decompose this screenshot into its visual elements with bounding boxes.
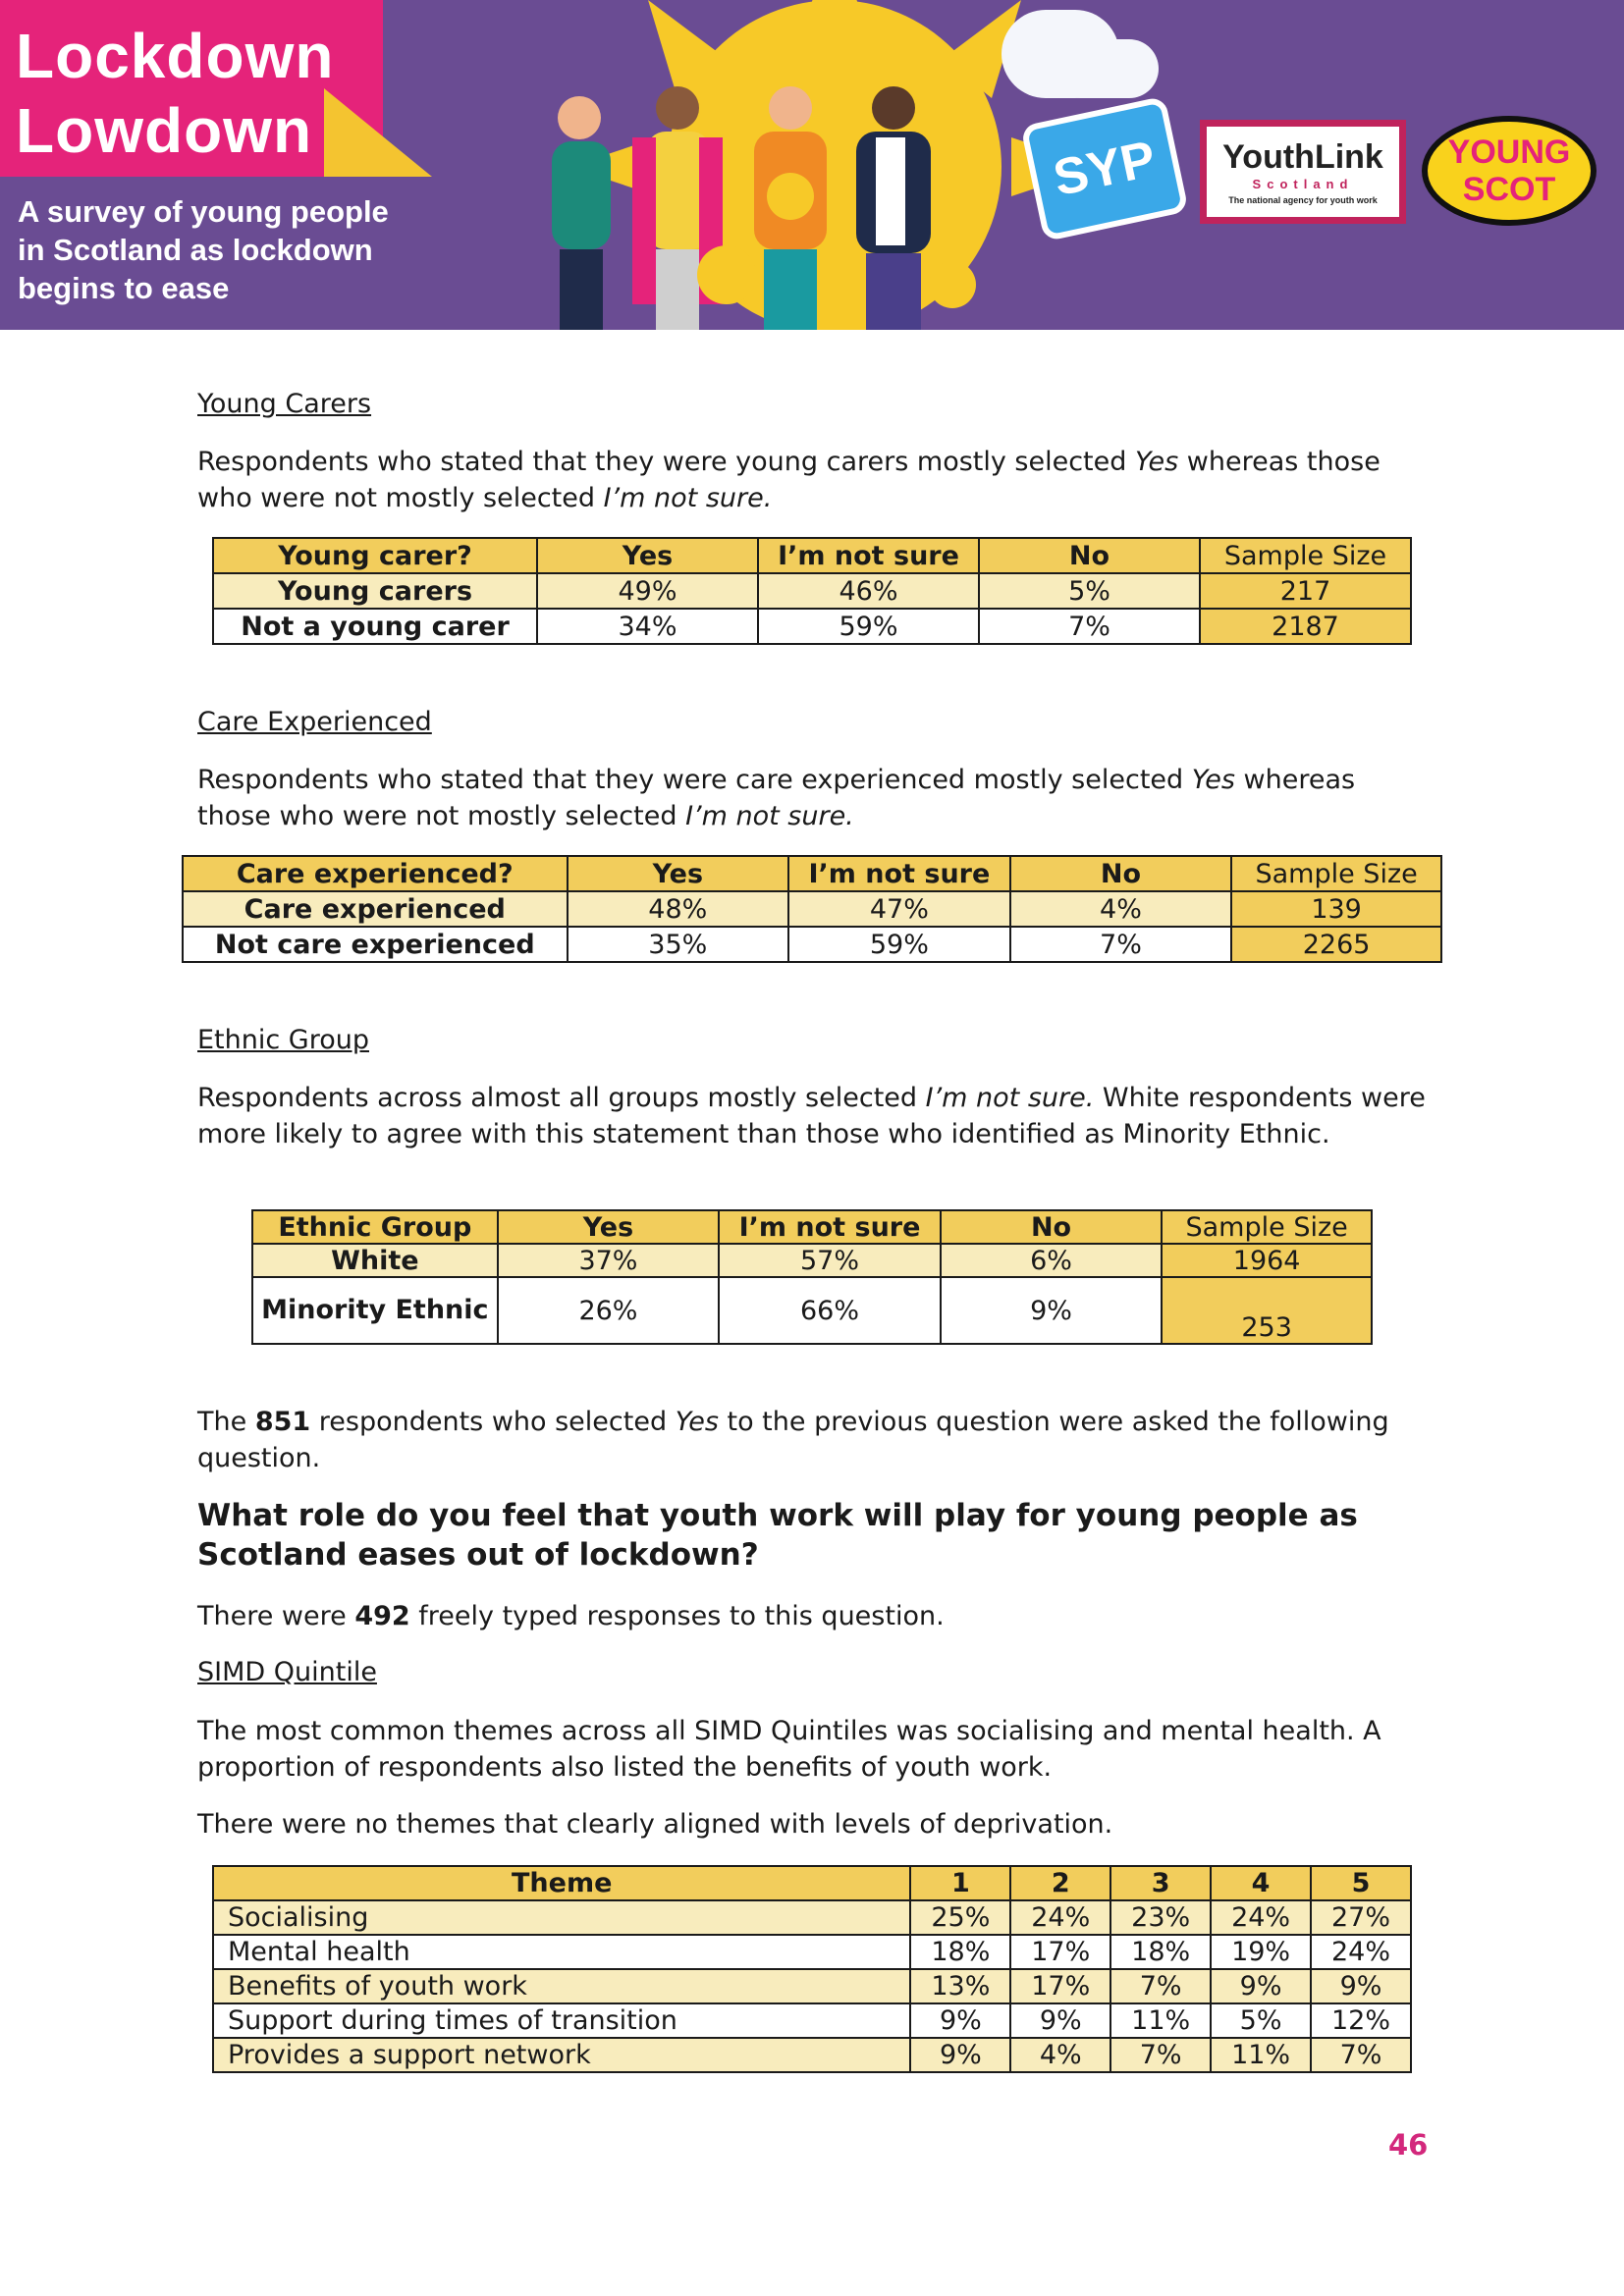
table-row bbox=[213, 1900, 1411, 1935]
respondent-count: 851 bbox=[254, 1407, 311, 1437]
table-header-cell: Young carer? bbox=[213, 538, 537, 573]
table-row bbox=[213, 1969, 1411, 2003]
table-cell: Provides a support network bbox=[213, 2038, 910, 2072]
person-figure bbox=[552, 96, 611, 330]
table-cell: 11% bbox=[1110, 2003, 1211, 2038]
text-fragment: Respondents who stated that they were care experienced mostly selected bbox=[197, 765, 1192, 795]
youngscot-logo-line1: YOUNG bbox=[1447, 133, 1571, 171]
table-cell: Socialising bbox=[213, 1900, 910, 1935]
table-cell: 7% bbox=[1110, 1969, 1211, 2003]
table-cell: 6% bbox=[941, 1244, 1162, 1277]
smiley-icon bbox=[929, 261, 976, 308]
text-fragment: Respondents who stated that they were young carers mostly selected bbox=[197, 447, 1135, 477]
banner-title-line1: Lockdown bbox=[16, 21, 335, 91]
text-fragment: whereas those who were not mostly selected bbox=[197, 765, 1356, 831]
youthlink-logo bbox=[1200, 120, 1406, 224]
text-fragment: freely typed responses to this question. bbox=[409, 1601, 945, 1631]
youthlink-logo-sub: Scotland bbox=[1252, 177, 1354, 191]
title-wedge bbox=[324, 88, 432, 177]
text-fragment-italic: I’m not sure. bbox=[925, 1083, 1095, 1113]
table-header-cell: 4 bbox=[1211, 1866, 1311, 1900]
table-cell: 23% bbox=[1110, 1900, 1211, 1935]
text-fragment: respondents who selected bbox=[310, 1407, 676, 1437]
table-cell: 4% bbox=[1010, 2038, 1110, 2072]
table-cell: 13% bbox=[910, 1969, 1010, 2003]
table-cell: Minority Ethnic bbox=[252, 1277, 498, 1344]
table-header-cell: Yes bbox=[498, 1210, 720, 1244]
header-banner bbox=[0, 0, 1624, 330]
table-header-cell: No bbox=[1010, 856, 1232, 891]
text-fragment: The bbox=[197, 1407, 255, 1437]
table-row bbox=[213, 573, 1411, 609]
table-cell: 17% bbox=[1010, 1935, 1110, 1969]
responses-paragraph bbox=[197, 1598, 1435, 1634]
table-header-cell: I’m not sure bbox=[719, 1210, 941, 1244]
section-heading-young-carers: Young Carers bbox=[197, 389, 372, 419]
table-cell: 46% bbox=[758, 573, 979, 609]
young-people-illustration bbox=[530, 79, 982, 330]
smiley-icon bbox=[697, 245, 756, 304]
cloud-shape bbox=[1051, 39, 1159, 98]
table-cell: Benefits of youth work bbox=[213, 1969, 910, 2003]
section-heading-ethnic-group: Ethnic Group bbox=[197, 1025, 369, 1055]
table-cell: 18% bbox=[1110, 1935, 1211, 1969]
table-cell: 57% bbox=[719, 1244, 941, 1277]
table-cell: 7% bbox=[1010, 927, 1232, 962]
table-row bbox=[213, 1935, 1411, 1969]
table-cell: 24% bbox=[1211, 1900, 1311, 1935]
table-cell: 25% bbox=[910, 1900, 1010, 1935]
page-number: 46 bbox=[1388, 2128, 1429, 2162]
ethnic-group-table bbox=[251, 1209, 1373, 1345]
table-cell: Not care experienced bbox=[183, 927, 568, 962]
table-cell: 9% bbox=[1211, 1969, 1311, 2003]
table-cell: 59% bbox=[788, 927, 1010, 962]
table-header-cell: 5 bbox=[1311, 1866, 1411, 1900]
table-cell: 9% bbox=[910, 2003, 1010, 2038]
table-cell: 48% bbox=[568, 891, 789, 927]
table-cell: 24% bbox=[1010, 1900, 1110, 1935]
table-cell: 7% bbox=[1110, 2038, 1211, 2072]
table-cell: 217 bbox=[1200, 573, 1411, 609]
table-header-row bbox=[213, 538, 1411, 573]
table-cell: 66% bbox=[719, 1277, 941, 1344]
youngscot-logo bbox=[1422, 116, 1597, 226]
section-heading-simd-quintile: SIMD Quintile bbox=[197, 1657, 377, 1687]
table-header-cell: I’m not sure bbox=[758, 538, 979, 573]
table-cell: 27% bbox=[1311, 1900, 1411, 1935]
table-row bbox=[252, 1244, 1372, 1277]
table-cell: White bbox=[252, 1244, 498, 1277]
text-fragment: whereas those who were not mostly selected bbox=[197, 447, 1380, 513]
simd-paragraph-2: There were no themes that clearly aligned with levels of deprivation. bbox=[197, 1809, 1113, 1840]
table-cell: 59% bbox=[758, 609, 979, 644]
table-cell: 7% bbox=[979, 609, 1200, 644]
youthlink-logo-main: YouthLink bbox=[1222, 138, 1383, 176]
care-experienced-paragraph bbox=[197, 762, 1435, 834]
text-fragment-italic: I’m not sure. bbox=[685, 801, 854, 831]
table-cell: 17% bbox=[1010, 1969, 1110, 2003]
table-cell: Not a young carer bbox=[213, 609, 537, 644]
table-header-cell: Sample Size bbox=[1231, 856, 1441, 891]
table-cell: Support during times of transition bbox=[213, 2003, 910, 2038]
table-cell: 2265 bbox=[1231, 927, 1441, 962]
table-header-cell: 1 bbox=[910, 1866, 1010, 1900]
table-cell: 26% bbox=[498, 1277, 720, 1344]
table-cell: 139 bbox=[1231, 891, 1441, 927]
followup-paragraph bbox=[197, 1404, 1435, 1476]
table-header-cell: Yes bbox=[537, 538, 758, 573]
young-carers-table bbox=[212, 537, 1412, 645]
text-fragment: White respondents were more likely to agree with this statement than those who identified as Minority Ethnic. bbox=[197, 1083, 1426, 1149]
ethnic-group-paragraph bbox=[197, 1080, 1435, 1152]
youthlink-logo-tagline: The national agency for youth work bbox=[1228, 195, 1378, 205]
table-header-cell: Sample Size bbox=[1200, 538, 1411, 573]
table-cell: 9% bbox=[941, 1277, 1162, 1344]
table-cell: Young carers bbox=[213, 573, 537, 609]
table-cell: 12% bbox=[1311, 2003, 1411, 2038]
banner-subtitle: A survey of young people in Scotland as lockdown begins to ease bbox=[18, 194, 389, 305]
table-header-cell: Theme bbox=[213, 1866, 910, 1900]
table-cell: 2187 bbox=[1200, 609, 1411, 644]
youngscot-logo-line2: SCOT bbox=[1462, 171, 1556, 208]
table-cell: 5% bbox=[1211, 2003, 1311, 2038]
banner-title-line2: Lowdown bbox=[16, 95, 313, 166]
table-cell: 5% bbox=[979, 573, 1200, 609]
syp-logo-text: SYP bbox=[1049, 130, 1161, 208]
table-cell: Care experienced bbox=[183, 891, 568, 927]
table-row bbox=[183, 891, 1441, 927]
care-experienced-table bbox=[182, 855, 1442, 963]
table-cell: 9% bbox=[1010, 2003, 1110, 2038]
table-cell: 35% bbox=[568, 927, 789, 962]
table-cell: 253 bbox=[1162, 1277, 1372, 1344]
table-cell: 37% bbox=[498, 1244, 720, 1277]
table-header-row bbox=[252, 1210, 1372, 1244]
table-cell: 47% bbox=[788, 891, 1010, 927]
simd-paragraph-1: The most common themes across all SIMD Quintiles was socialising and mental health. A proportion of respondents also listed the benefits of youth work. bbox=[197, 1716, 1381, 1783]
table-cell: 11% bbox=[1211, 2038, 1311, 2072]
simd-themes-table bbox=[212, 1865, 1412, 2073]
table-header-cell: Yes bbox=[568, 856, 789, 891]
table-cell: 7% bbox=[1311, 2038, 1411, 2072]
text-fragment: to the previous question were asked the following question. bbox=[197, 1407, 1389, 1473]
table-cell: 1964 bbox=[1162, 1244, 1372, 1277]
table-row bbox=[213, 2003, 1411, 2038]
table-cell: Mental health bbox=[213, 1935, 910, 1969]
text-fragment-italic: I’m not sure. bbox=[603, 483, 773, 513]
table-header-cell: Care experienced? bbox=[183, 856, 568, 891]
survey-question: What role do you feel that youth work will play for young people as Scotland eases out of lockdown? bbox=[197, 1498, 1358, 1573]
table-header-cell: Ethnic Group bbox=[252, 1210, 498, 1244]
text-fragment-italic: Yes bbox=[675, 1407, 719, 1437]
table-header-cell: I’m not sure bbox=[788, 856, 1010, 891]
table-cell: 9% bbox=[910, 2038, 1010, 2072]
table-header-cell: No bbox=[979, 538, 1200, 573]
table-row bbox=[213, 2038, 1411, 2072]
text-fragment-italic: Yes bbox=[1134, 447, 1179, 477]
table-cell: 49% bbox=[537, 573, 758, 609]
person-figure bbox=[856, 86, 931, 330]
table-cell: 24% bbox=[1311, 1935, 1411, 1969]
table-row bbox=[252, 1277, 1372, 1344]
table-header-row bbox=[183, 856, 1441, 891]
table-cell: 34% bbox=[537, 609, 758, 644]
table-header-cell: Sample Size bbox=[1162, 1210, 1372, 1244]
table-cell: 19% bbox=[1211, 1935, 1311, 1969]
table-cell: 18% bbox=[910, 1935, 1010, 1969]
table-cell: 4% bbox=[1010, 891, 1232, 927]
text-fragment: There were bbox=[197, 1601, 355, 1631]
table-row bbox=[183, 927, 1441, 962]
text-fragment: Respondents across almost all groups mostly selected bbox=[197, 1083, 926, 1113]
table-cell: 9% bbox=[1311, 1969, 1411, 2003]
table-header-cell: No bbox=[941, 1210, 1162, 1244]
table-header-cell: 2 bbox=[1010, 1866, 1110, 1900]
responses-count: 492 bbox=[354, 1601, 410, 1631]
section-heading-care-experienced: Care Experienced bbox=[197, 707, 432, 737]
young-carers-paragraph bbox=[197, 444, 1435, 516]
person-figure bbox=[754, 86, 827, 330]
table-row bbox=[213, 609, 1411, 644]
table-header-row bbox=[213, 1866, 1411, 1900]
table-header-cell: 3 bbox=[1110, 1866, 1211, 1900]
text-fragment-italic: Yes bbox=[1191, 765, 1235, 795]
